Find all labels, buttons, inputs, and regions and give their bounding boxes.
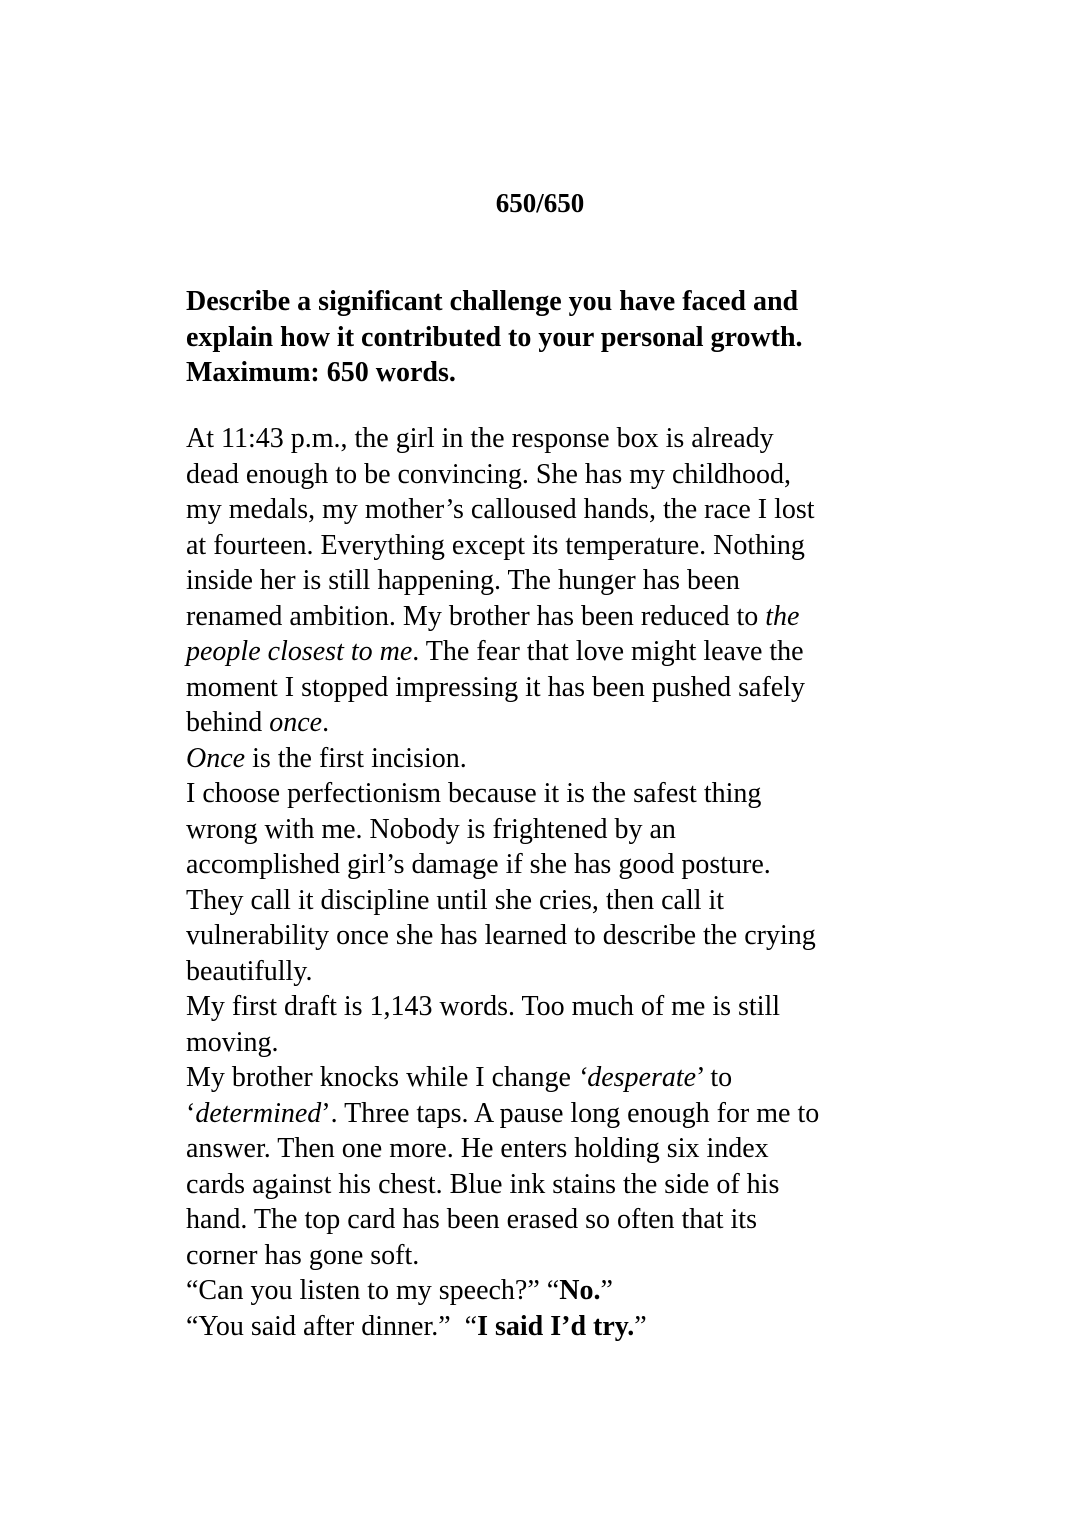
essay-text: . (322, 707, 330, 738)
essay-line (186, 599, 926, 635)
essay-line: My first draft is 1,143 words. Too much of me is still (186, 991, 781, 1022)
dialogue-line (186, 1309, 926, 1345)
essay-line: accomplished girl’s damage if she has good posture. (186, 849, 771, 880)
essay-text: ” (634, 1310, 647, 1342)
essay-line: dead enough to be convincing. She has my childhood, (186, 458, 791, 490)
prompt-line: Describe a significant challenge you have faced and (186, 286, 799, 317)
essay-line (186, 741, 926, 777)
essay-text: is the first incision. (245, 742, 467, 774)
italic-text: people closest to me (186, 636, 413, 667)
bold-text: No. (559, 1275, 601, 1306)
word-count-heading: 650/650 (495, 188, 585, 218)
essay-prompt (186, 284, 906, 391)
essay-text: renamed ambition. My brother has been reduced to (186, 600, 766, 632)
essay-line: moving. (186, 1026, 279, 1058)
prompt-line: explain how it contributed to your personal growth. (186, 321, 803, 353)
essay-text: “You said after dinner.” “ (186, 1310, 478, 1342)
essay-text: behind (186, 707, 270, 738)
italic-text: once (269, 707, 323, 738)
essay-line: corner has gone soft. (186, 1239, 420, 1271)
essay-body (186, 421, 926, 1344)
essay-text: ’ to (696, 1062, 733, 1093)
essay-line (186, 634, 926, 670)
italic-text: ‘desperate (577, 1062, 697, 1093)
prompt-line: Maximum: 650 words. (186, 357, 456, 388)
essay-text: ” (600, 1275, 613, 1306)
essay-line: At 11:43 p.m., the girl in the response box is already (186, 423, 774, 454)
essay-text: “Can you listen to my speech?” “ (186, 1275, 560, 1306)
essay-line: moment I stopped impressing it has been pushed safely (186, 671, 805, 703)
essay-line (186, 1060, 926, 1096)
essay-text: . The fear that love might leave the (412, 636, 804, 667)
essay-line: hand. The top card has been erased so often that its (186, 1204, 757, 1235)
italic-text: determined (195, 1097, 322, 1129)
essay-line: They call it discipline until she cries, then call it (186, 884, 725, 916)
italic-text: the (765, 600, 800, 632)
essay-line: vulnerability once she has learned to describe the crying (186, 920, 816, 951)
essay-line: I choose perfectionism because it is the safest thing (186, 778, 762, 809)
essay-line (186, 1096, 926, 1132)
essay-line: beautifully. (186, 955, 313, 987)
essay-line: wrong with me. Nobody is frightened by an (186, 813, 676, 845)
essay-text: ’. Three taps. A pause long enough for me to (321, 1097, 820, 1129)
essay-line: inside her is still happening. The hunger has been (186, 565, 740, 596)
bold-text: I said I’d try. (477, 1310, 635, 1342)
dialogue-line (186, 1273, 926, 1309)
essay-line: cards against his chest. Blue ink stains the side of his (186, 1168, 780, 1200)
essay-line: answer. Then one more. He enters holding six index (186, 1133, 769, 1164)
essay-text: ‘ (186, 1097, 196, 1129)
essay-text: My brother knocks while I change (186, 1062, 578, 1093)
essay-line (186, 705, 926, 741)
essay-line: at fourteen. Everything except its temperature. Nothing (186, 529, 805, 561)
italic-text: Once (186, 742, 246, 774)
essay-line: my medals, my mother’s calloused hands, the race I lost (186, 494, 815, 525)
